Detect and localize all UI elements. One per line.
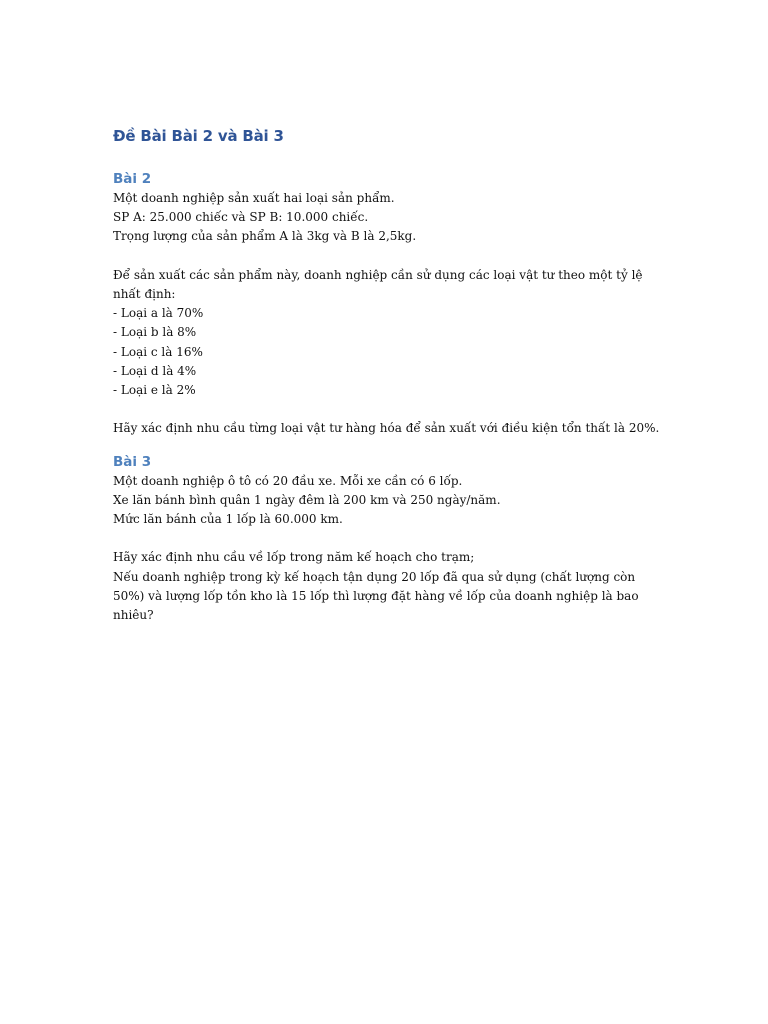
document-page: [113, 124, 668, 625]
bai2-item-c: - Loại c là 16%: [113, 344, 203, 359]
bai2-line-1: Một doanh nghiệp sản xuất hai loại sản phẩm.: [113, 191, 395, 205]
bai2-item-b: - Loại b là 8%: [113, 325, 197, 340]
bai2-item-e: - Loại e là 2%: [113, 383, 196, 398]
bai3-line-1: Một doanh nghiệp ô tô có 20 đầu xe. Mỗi xe cần có 6 lốp.: [113, 473, 463, 488]
bai2-line-3: Trọng lượng của sản phẩm A là 3kg và B là 2,5kg.: [113, 229, 417, 244]
bai2-item-a: - Loại a là 70%: [113, 306, 204, 321]
bai3-question-2: Nếu doanh nghiệp trong kỳ kế hoạch tận dụng 20 lốp đã qua sử dụng (chất lượng còn 50%) và lượng lốp tồn kho là 15 lốp thì lượng đặt hàng về lốp của doanh nghiệp là bao nhiêu?: [113, 569, 639, 623]
section-heading-bai3: Bài 3: [113, 453, 152, 470]
bai3-line-2: Xe lăn bánh bình quân 1 ngày đêm là 200 km và 250 ngày/năm.: [113, 492, 501, 507]
paragraph-gap: [113, 247, 668, 266]
section-gap: [113, 439, 668, 453]
bai2-intro: Để sản xuất các sản phẩm này, doanh nghiệp cần sử dụng các loại vật tư theo một tỷ lệ nhất định:: [113, 267, 643, 301]
bai2-line-2: SP A: 25.000 chiếc và SP B: 10.000 chiếc.: [113, 210, 369, 225]
paragraph-gap: [113, 529, 668, 548]
section-heading-bai2: Bài 2: [113, 171, 152, 187]
bai3-line-3: Mức lăn bánh của 1 lốp là 60.000 km.: [113, 512, 343, 527]
bai3-question-1: Hãy xác định nhu cầu về lốp trong năm kế hoạch cho trạm;: [113, 550, 475, 565]
document-title: Đề Bài Bài 2 và Bài 3: [113, 127, 284, 145]
paragraph-gap: [113, 400, 668, 419]
bai2-item-d: - Loại d là 4%: [113, 363, 197, 378]
bai2-question: Hãy xác định nhu cầu từng loại vật tư hàng hóa để sản xuất với điều kiện tổn thất là 20%.: [113, 421, 660, 436]
